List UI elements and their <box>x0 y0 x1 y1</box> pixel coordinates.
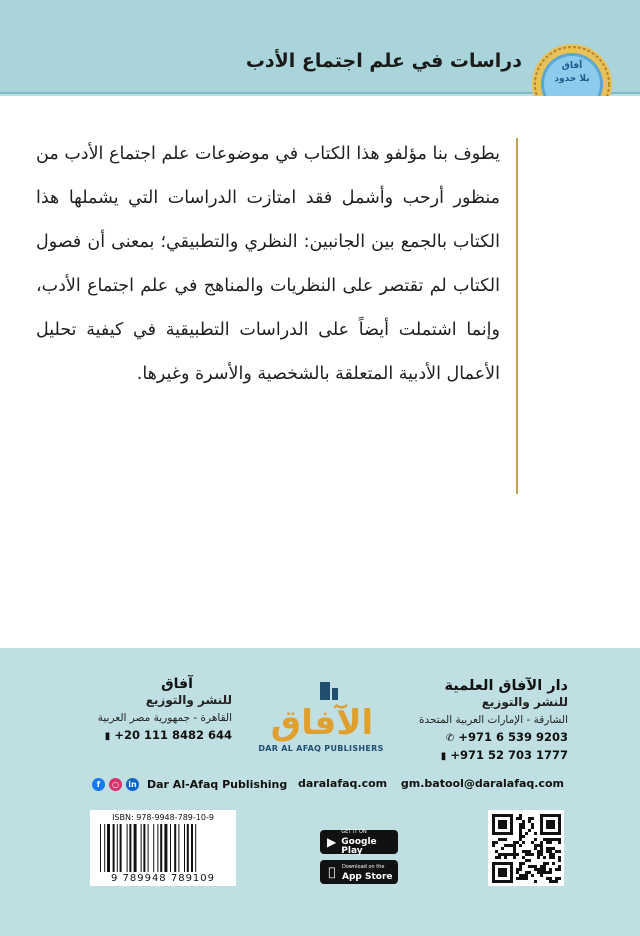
phone-icon: ✆ <box>445 733 455 744</box>
publisher-uae-location: الشارقة - الإمارات العربية المتحدة <box>419 714 568 726</box>
publisher-uae-subtitle: للنشر والتوزيع <box>481 695 568 709</box>
book-description: يطوف بنا مؤلفو هذا الكتاب في موضوعات علم اجتماع الأدب من منظور أرحب وأشمل فقد امتازت الدراسات التي يشملها هذا الكتاب بالجمع بين الجانبين: النظري والتطبيقي؛ بمعنى أن فصول الكتاب لم تقتصر على النظريات والمناهج في علم اجتماع الأدب، وإنما اشتملت أيضاً على الدراسات التطبيقية في كيفية تحليل الأعمال الأدبية المتعلقة بالشخصية والأسرة وغيرها. <box>36 144 500 384</box>
description-panel <box>0 96 640 648</box>
mobile-icon: ▮ <box>104 731 111 742</box>
email-link[interactable]: gm.batool@daralafaq.com <box>400 777 564 790</box>
publisher-egypt-location: القاهرة - جمهورية مصر العربية <box>97 712 232 724</box>
publisher-uae-phone1: ✆ +971 6 539 9203 <box>445 730 568 744</box>
publisher-uae <box>388 678 568 762</box>
apple-icon <box>325 865 339 879</box>
facebook-icon[interactable]: f <box>92 778 105 791</box>
google-play-label: Google Play <box>341 837 377 856</box>
barcode <box>90 810 236 886</box>
app-store-small: Download on the <box>342 863 385 870</box>
publisher-egypt-subtitle: للنشر والتوزيع <box>145 693 232 707</box>
app-store-button[interactable] <box>320 860 398 884</box>
medal-line1: آفاق <box>561 61 583 71</box>
app-store-label: App Store <box>342 871 393 882</box>
linkedin-icon[interactable]: in <box>126 778 139 791</box>
social-handle: Dar Al-Afaq Publishing <box>147 777 288 791</box>
website-link[interactable]: daralafaq.com <box>298 777 388 790</box>
book-series-title: دراسات في علم اجتماع الأدب <box>245 50 522 72</box>
publisher-egypt <box>92 676 232 742</box>
social-links <box>92 776 287 792</box>
footer <box>0 648 640 936</box>
medal-line2: بلا حدود <box>554 74 590 84</box>
barcode-bars <box>98 824 228 872</box>
isbn-text: ISBN: 978-9948-789-10-9 <box>112 813 214 822</box>
qr-code[interactable] <box>488 810 564 886</box>
gold-divider <box>516 138 518 494</box>
publisher-uae-name: دار الآفاق العلمية <box>444 678 568 694</box>
publisher-egypt-name: آفاق <box>161 676 193 692</box>
publisher-egypt-phone: ▮ +20 111 8482 644 <box>92 728 232 742</box>
instagram-icon[interactable]: ○ <box>109 778 122 791</box>
publisher-uae-phone2: ▮ +971 52 703 1777 <box>388 748 568 762</box>
logo-text: الآفاق <box>270 703 374 742</box>
mobile-icon: ▮ <box>440 751 447 762</box>
google-play-small: GET IT ON <box>341 829 367 835</box>
google-play-button[interactable] <box>320 830 398 854</box>
logo-caption: DAR AL AFAQ PUBLISHERS <box>258 744 384 753</box>
publisher-logo <box>262 678 382 742</box>
google-play-icon: ▶ <box>327 835 337 849</box>
barcode-digits: 9 789948 789109 <box>110 873 216 884</box>
